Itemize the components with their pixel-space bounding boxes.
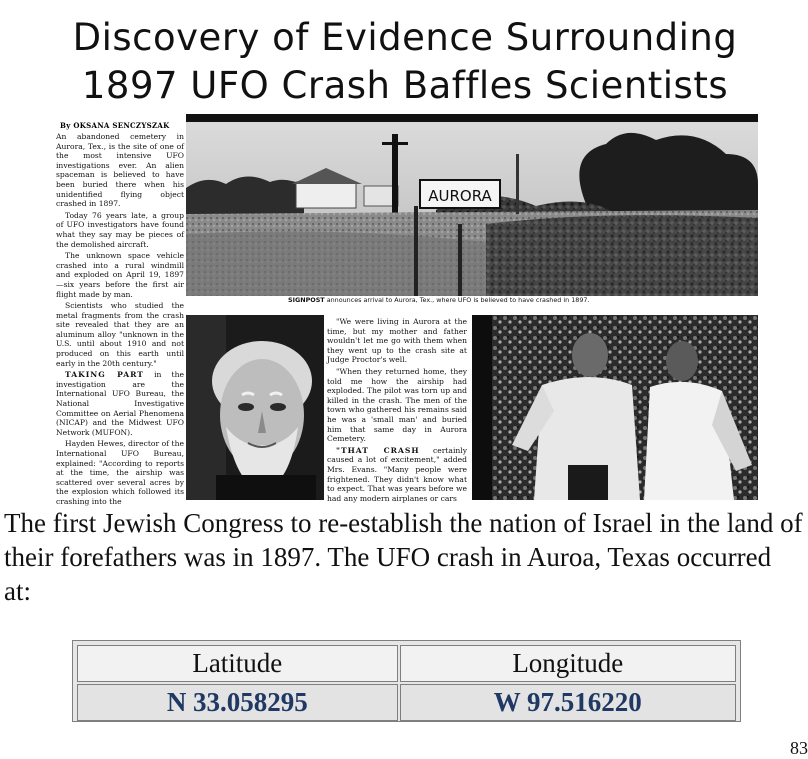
article-paragraph: "When they returned home, they told me how the airship had exploded. The pilot was torn up and killed in the crash. The men of the town who gathered his remains said he was a 'small man' and buried him that same day in Aurora Cemetery. (327, 366, 467, 444)
investigators-photo-graphic (472, 315, 758, 500)
article-middle-column (327, 317, 467, 503)
article-left-column (56, 132, 184, 506)
table-value-row (77, 684, 736, 721)
article-caps-rest: in the investigation are the International UFO Bureau, the National Investigative Committee on Aerial Phenomena (NICAP) and the Midwest UFO Network (MUFON). (56, 370, 184, 437)
headline-line-2: 1897 UFO Crash Baffles Scientists (81, 64, 729, 107)
article-paragraph: Scientists who studied the metal fragments from the crash site revealed that they are an aluminum alloy "unknown in the U.S. until about 1910 and not produced on this earth until early in the 20th century." (56, 301, 184, 368)
article-paragraph: "We were living in Aurora at the time, but my mother and father wouldn't let me go with them when they went up to the crash site at Judge Proctor's well. (327, 317, 467, 365)
aurora-sign-text: AURORA (428, 187, 492, 205)
body-paragraph: The first Jewish Congress to re-establish the nation of Israel in the land of their forefathers was in 1897. The UFO crash in Auroa, Texas occurred at: (4, 508, 803, 606)
latitude-header: Latitude (77, 645, 398, 682)
longitude-header: Longitude (400, 645, 736, 682)
photo-caption (288, 296, 758, 305)
caption-text: announces arrival to Aurora, Tex., where UFO is believed to have crashed in 1897. (324, 296, 590, 304)
longitude-value: W 97.516220 (400, 684, 736, 721)
article-caps-lead: "THAT CRASH (336, 445, 420, 455)
aurora-signpost-photo (186, 114, 758, 296)
headline (60, 14, 750, 110)
headline-line-1: Discovery of Evidence Surrounding (72, 16, 738, 59)
article-paragraph: The unknown space vehicle crashed into a rural windmill and exploded on April 19, 1897—six years before the first air flight made by man. (56, 251, 184, 299)
portrait-photo-graphic (186, 315, 324, 500)
article-paragraph: Today 76 years late, a group of UFO investigators have found what they say may be pieces of the demolished aircraft. (56, 210, 184, 249)
article-paragraph: An abandoned cemetery in Aurora, Tex., is the site of one of the most intensive UFO investigations ever. An alien spaceman is believed to have been buried there when his unidentified flying object crashed in 1897. (56, 132, 184, 209)
latitude-value: N 33.058295 (77, 684, 398, 721)
article-caps-lead: TAKING PART (65, 370, 144, 380)
landscape-photo-graphic (186, 114, 758, 296)
portrait-photo (186, 315, 324, 500)
article-caps-rest: certainly caused a lot of excitement," added Mrs. Evans. "Many people were frightened. They didn't know what to expect. That was years before we had any modern airplanes or cars (327, 445, 467, 503)
article-paragraph (327, 446, 467, 504)
article-paragraph: Hayden Hewes, director of the International UFO Bureau, explained: "According to reports at the time, the airship was scattered over several acres by the explosion which followed its crashing into the (56, 439, 184, 506)
article-paragraph (56, 370, 184, 437)
investigators-photo (472, 315, 758, 500)
newspaper-clipping (40, 8, 758, 506)
byline: By OKSANA SENCZYSZAK (60, 121, 170, 130)
page-number: 83 (790, 738, 808, 758)
coordinates-table (72, 640, 741, 722)
caption-caps-lead: SIGNPOST (288, 296, 325, 304)
table-header-row (77, 645, 736, 682)
